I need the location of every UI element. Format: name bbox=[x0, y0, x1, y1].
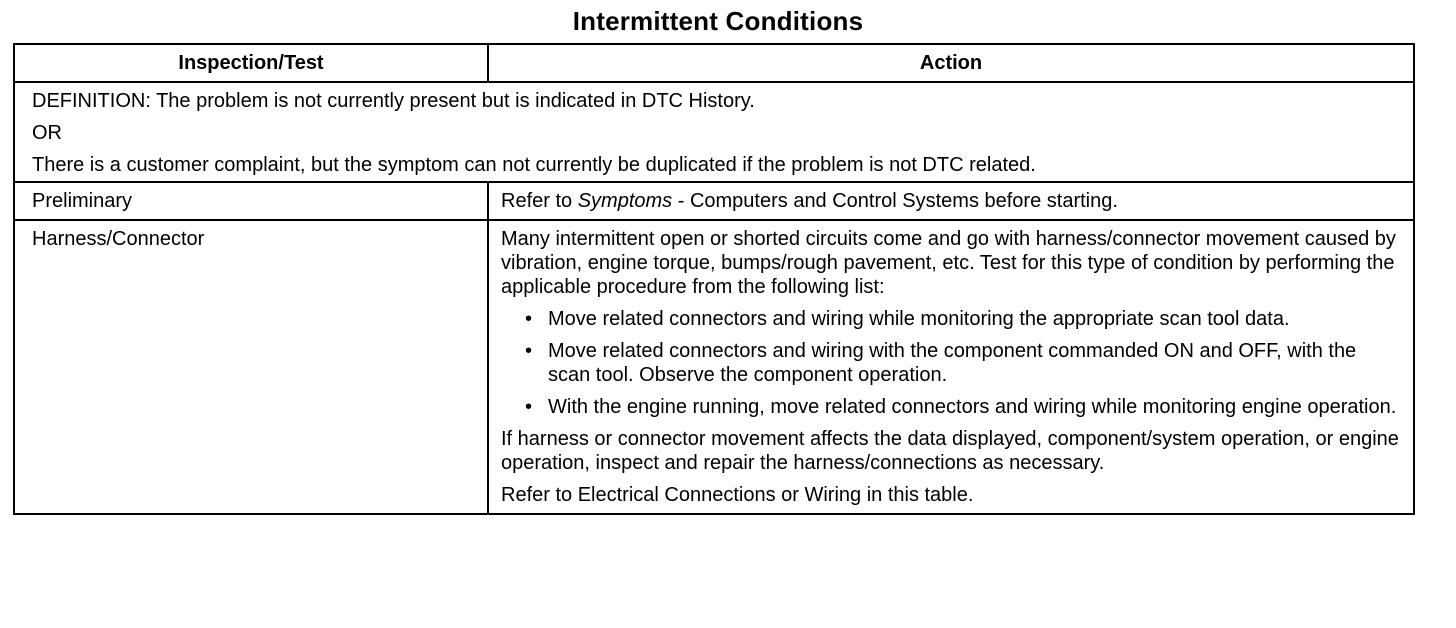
inspection-cell-harness-connector: Harness/Connector bbox=[14, 220, 488, 514]
symptoms-reference: Symptoms bbox=[577, 190, 673, 212]
harness-followup-text: If harness or connector movement affects the data displayed, component/system operation, or engine operation, inspect and repair the harness/connections as necessary. bbox=[501, 428, 1399, 474]
table-row bbox=[14, 220, 1414, 514]
inspection-cell-preliminary: Preliminary bbox=[14, 182, 488, 220]
bullet-icon: • bbox=[525, 396, 533, 418]
definition-cell bbox=[14, 82, 1414, 182]
action-cell-harness-connector bbox=[488, 220, 1414, 514]
action-suffix: - Computers and Control Systems before starting. bbox=[672, 190, 1118, 212]
bullet-icon: • bbox=[525, 340, 533, 362]
intermittent-conditions-table bbox=[13, 43, 1415, 515]
action-prefix: Refer to bbox=[501, 190, 578, 212]
header-inspection-test: Inspection/Test bbox=[14, 44, 488, 82]
list-item bbox=[501, 395, 1399, 419]
definition-row bbox=[14, 82, 1414, 182]
list-item bbox=[501, 307, 1399, 331]
action-cell-preliminary bbox=[488, 182, 1414, 220]
harness-refer-text: Refer to Electrical Connections or Wiring in this table. bbox=[501, 484, 974, 506]
list-item-text: With the engine running, move related connectors and wiring while monitoring engine operation. bbox=[548, 396, 1397, 418]
table-header-row bbox=[14, 44, 1414, 82]
definition-complaint-text: There is a customer complaint, but the symptom can not currently be duplicated if the problem is not DTC related. bbox=[32, 154, 1036, 176]
definition-text: DEFINITION: The problem is not currently present but is indicated in DTC History. bbox=[32, 90, 755, 112]
page-title: Intermittent Conditions bbox=[572, 6, 864, 36]
list-item-text: Move related connectors and wiring with the component commanded ON and OFF, with the scan tool. Observe the component operation. bbox=[548, 340, 1357, 386]
list-item-text: Move related connectors and wiring while monitoring the appropriate scan tool data. bbox=[548, 308, 1290, 330]
procedure-list bbox=[501, 307, 1399, 419]
header-action: Action bbox=[488, 44, 1414, 82]
list-item bbox=[501, 339, 1399, 387]
bullet-icon: • bbox=[525, 308, 533, 330]
harness-intro-text: Many intermittent open or shorted circuits come and go with harness/connector movement caused by vibration, engine torque, bumps/rough pavement, etc. Test for this type of condition by performing the applicable procedure from the following list: bbox=[501, 228, 1396, 298]
definition-or: OR bbox=[32, 122, 62, 144]
table-row bbox=[14, 182, 1414, 220]
